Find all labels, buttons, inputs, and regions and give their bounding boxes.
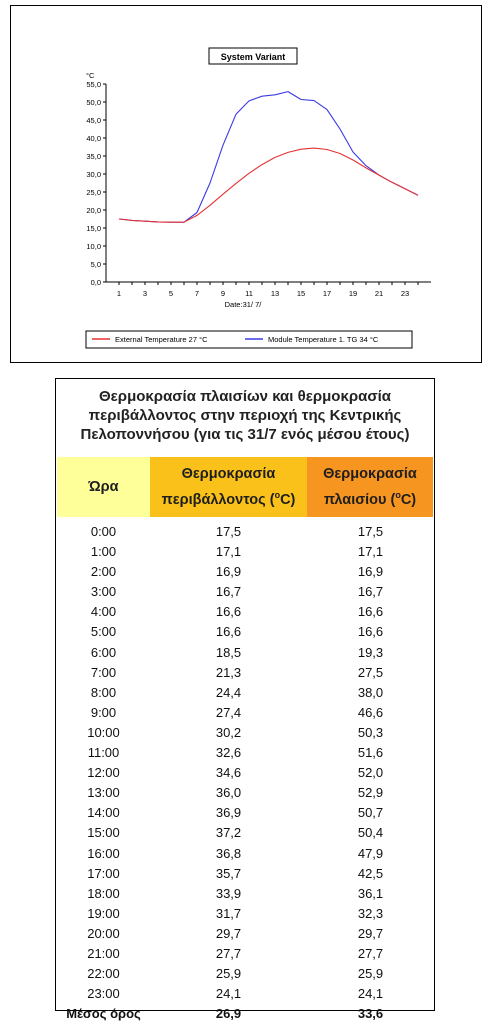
average-module: 33,6 <box>357 1006 384 1022</box>
legend-label-module: Module Temperature 1. TG 34 °C <box>268 335 379 344</box>
hour-cell: 5:00 <box>90 624 117 640</box>
module-temp-cell: 19,3 <box>357 644 384 660</box>
module-temp-cell: 38,0 <box>357 684 384 700</box>
y-tick-label: 40,0 <box>86 134 101 143</box>
module-temp-cell: 16,6 <box>357 604 384 620</box>
x-tick-label: 23 <box>400 289 410 298</box>
module-temp-cell: 50,4 <box>357 825 384 841</box>
x-tick-label: 17 <box>322 289 332 298</box>
ambient-temp-cell: 36,9 <box>215 805 242 821</box>
table-row <box>57 884 434 904</box>
hour-cell: 18:00 <box>87 885 120 901</box>
ambient-temp-cell: 36,8 <box>215 845 242 861</box>
table-row <box>57 582 434 602</box>
table-row <box>57 643 434 663</box>
legend-label-external: External Temperature 27 °C <box>115 335 208 344</box>
temperature-table-panel <box>55 378 435 1022</box>
table-row <box>57 783 434 803</box>
ambient-temp-cell: 30,2 <box>215 724 242 740</box>
module-temp-cell: 50,7 <box>357 805 384 821</box>
header-ambient-degree: o <box>274 489 281 500</box>
table-row <box>57 944 434 964</box>
hour-cell: 14:00 <box>87 805 120 821</box>
header-module-line2: πλαισίου ( <box>323 491 396 508</box>
y-tick-label: 35,0 <box>86 152 101 161</box>
ambient-temp-cell: 16,7 <box>215 584 242 600</box>
average-row <box>57 1004 434 1024</box>
table-row <box>57 763 434 783</box>
table-body <box>57 522 434 1024</box>
table-row <box>57 844 434 864</box>
ambient-temp-cell: 35,7 <box>215 865 242 881</box>
ambient-temp-cell: 37,2 <box>215 825 242 841</box>
module-temp-cell: 51,6 <box>357 745 384 761</box>
x-tick-label: 7 <box>194 289 200 298</box>
table-row <box>57 562 434 582</box>
module-temp-cell: 17,1 <box>357 544 384 560</box>
module-temp-cell: 27,7 <box>357 945 384 961</box>
y-tick-label: 50,0 <box>86 98 101 107</box>
header-ambient-line1: Θερμοκρασία <box>181 465 276 482</box>
hour-cell: 22:00 <box>87 966 120 982</box>
header-module-temperature <box>307 457 433 517</box>
table-row <box>57 743 434 763</box>
average-ambient: 26,9 <box>215 1006 242 1022</box>
table-row <box>57 964 434 984</box>
series-lines <box>119 92 418 223</box>
x-tick-label: 3 <box>142 289 148 298</box>
x-axis-label: Date:31/ 7/ <box>224 300 262 309</box>
table-row <box>57 803 434 823</box>
header-hour-label: Ώρα <box>88 478 119 495</box>
table-row <box>57 823 434 843</box>
ambient-temp-cell: 34,6 <box>215 765 242 781</box>
module-temp-cell: 17,5 <box>357 524 384 539</box>
table-row <box>57 723 434 743</box>
y-tick-label: 15,0 <box>86 224 101 233</box>
ambient-temp-cell: 25,9 <box>215 966 242 982</box>
x-tick-label: 21 <box>374 289 384 298</box>
module-temp-cell: 16,6 <box>357 624 384 640</box>
ambient-temp-cell: 24,1 <box>215 986 242 1002</box>
header-module-unit: C) <box>400 491 417 508</box>
ambient-temp-cell: 17,5 <box>215 524 242 539</box>
module-temp-cell: 27,5 <box>357 664 384 680</box>
header-module-line1: Θερμοκρασία <box>323 465 417 482</box>
y-tick-label: 20,0 <box>86 206 101 215</box>
ambient-temp-cell: 17,1 <box>215 544 242 560</box>
hour-cell: 4:00 <box>90 604 117 620</box>
module-temp-cell: 16,7 <box>357 584 384 600</box>
y-tick-label: 30,0 <box>86 170 101 179</box>
module-temp-cell: 16,9 <box>357 564 384 580</box>
table-row <box>57 703 434 723</box>
hour-cell: 16:00 <box>87 845 120 861</box>
chart-title: System Variant <box>220 52 286 62</box>
module-temp-cell: 36,1 <box>357 885 384 901</box>
ambient-temp-cell: 16,6 <box>215 604 242 620</box>
y-tick-label: 25,0 <box>86 188 101 197</box>
chart-panel <box>10 5 482 363</box>
table-row <box>57 683 434 703</box>
module-temp-cell: 25,9 <box>357 966 384 982</box>
table-row <box>57 924 434 944</box>
hour-cell: 23:00 <box>87 986 120 1002</box>
module-temp-cell: 50,3 <box>357 724 384 740</box>
ambient-temp-cell: 27,7 <box>215 945 242 961</box>
ambient-temp-cell: 21,3 <box>215 664 242 680</box>
ambient-temp-cell: 18,5 <box>215 644 242 660</box>
series-line-module-temperature <box>119 92 418 223</box>
module-temp-cell: 52,0 <box>357 765 384 781</box>
ambient-temp-cell: 33,9 <box>215 885 242 901</box>
hour-cell: 8:00 <box>90 684 117 700</box>
x-tick-label: 13 <box>270 289 280 298</box>
hour-cell: 7:00 <box>90 664 117 680</box>
module-temp-cell: 47,9 <box>357 845 384 861</box>
y-tick-label: 5,0 <box>90 260 101 269</box>
line-chart <box>11 6 481 362</box>
header-ambient-unit: C) <box>280 491 296 508</box>
y-tick-label: 10,0 <box>86 242 101 251</box>
table-row <box>57 602 434 622</box>
hour-cell: 11:00 <box>87 745 120 761</box>
hour-cell: 6:00 <box>90 644 117 660</box>
ambient-temp-cell: 32,6 <box>215 745 242 761</box>
module-temp-cell: 29,7 <box>357 925 384 941</box>
module-temp-cell: 46,6 <box>357 704 384 720</box>
header-module-degree: o <box>395 489 401 500</box>
ambient-temp-cell: 24,4 <box>215 684 242 700</box>
table-row <box>57 622 434 642</box>
x-tick-label: 9 <box>220 289 226 298</box>
hour-cell: 19:00 <box>87 905 120 921</box>
table-row <box>57 542 434 562</box>
ambient-temp-cell: 16,6 <box>215 624 242 640</box>
hour-cell: 10:00 <box>87 724 120 740</box>
ambient-temp-cell: 29,7 <box>215 925 242 941</box>
hour-cell: 9:00 <box>90 704 117 720</box>
y-tick-label: 55,0 <box>86 80 101 89</box>
y-unit-label: °C <box>86 71 95 80</box>
x-tick-label: 19 <box>348 289 358 298</box>
module-temp-cell: 42,5 <box>357 865 384 881</box>
y-tick-label: 0,0 <box>90 278 101 287</box>
ambient-temp-cell: 27,4 <box>215 704 242 720</box>
header-ambient-line2: περιβάλλοντος ( <box>161 491 275 508</box>
module-temp-cell: 52,9 <box>357 785 384 801</box>
table-row <box>57 522 434 542</box>
x-tick-label: 15 <box>296 289 306 298</box>
table-row <box>57 984 434 1004</box>
module-temp-cell: 24,1 <box>357 986 384 1002</box>
ambient-temp-cell: 31,7 <box>215 905 242 921</box>
x-axis-ticks <box>117 282 418 298</box>
table-title: Θερμοκρασία πλαισίων και θερμοκρασία περιβάλλοντος στην περιοχή της Κεντρικής Πελοποννήσου (για τις 31/7 ενός μέσου έτους) <box>80 388 410 443</box>
hour-cell: 12:00 <box>87 765 120 781</box>
x-tick-label: 5 <box>168 289 174 298</box>
table-row <box>57 663 434 683</box>
x-tick-label: 11 <box>245 289 253 298</box>
table-row <box>57 904 434 924</box>
hour-cell: 0:00 <box>90 524 117 539</box>
ambient-temp-cell: 16,9 <box>215 564 242 580</box>
hour-cell: 15:00 <box>87 825 120 841</box>
hour-cell: 21:00 <box>87 945 120 961</box>
hour-cell: 20:00 <box>87 925 120 941</box>
average-label: Μέσος όρος <box>66 1006 141 1022</box>
y-tick-label: 45,0 <box>86 116 101 125</box>
hour-cell: 17:00 <box>87 865 120 881</box>
x-tick-label: 1 <box>116 289 122 298</box>
hour-cell: 13:00 <box>87 785 120 801</box>
series-line-external-temperature <box>119 148 418 222</box>
table-row <box>57 864 434 884</box>
hour-cell: 3:00 <box>90 584 117 600</box>
header-ambient-temperature <box>150 457 307 517</box>
y-axis-ticks <box>86 80 106 287</box>
hour-cell: 1:00 <box>90 544 117 560</box>
module-temp-cell: 32,3 <box>357 905 384 921</box>
ambient-temp-cell: 36,0 <box>215 785 242 801</box>
hour-cell: 2:00 <box>90 564 117 580</box>
header-hour <box>57 457 150 517</box>
